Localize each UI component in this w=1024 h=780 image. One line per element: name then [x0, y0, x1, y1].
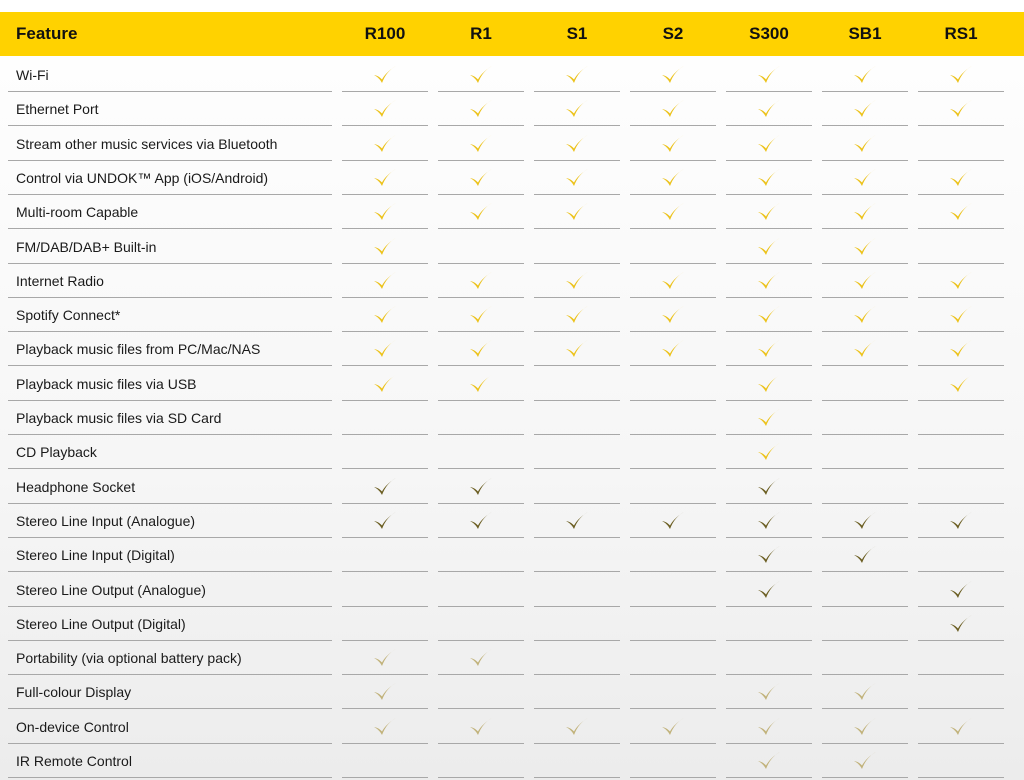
- check-icon: [721, 336, 817, 362]
- check-icon: [721, 542, 817, 568]
- check-icon: [721, 371, 817, 397]
- check-icon: [529, 302, 625, 328]
- check-icon: [625, 96, 721, 122]
- table-row: [0, 641, 1024, 675]
- check-icon: [913, 199, 1009, 225]
- cell-divider: [342, 777, 428, 778]
- row-label: Playback music files from PC/Mac/NAS: [16, 341, 261, 358]
- check-icon: [817, 508, 913, 534]
- check-icon: [625, 714, 721, 740]
- check-icon: [721, 96, 817, 122]
- row-label: Full-colour Display: [16, 684, 132, 701]
- check-icon: [817, 131, 913, 157]
- check-icon: [625, 508, 721, 534]
- check-icon: [433, 508, 529, 534]
- check-icon: [529, 96, 625, 122]
- check-icon: [721, 679, 817, 705]
- check-icon: [337, 679, 433, 705]
- check-icon: [625, 302, 721, 328]
- row-label: Multi-room Capable: [16, 204, 139, 221]
- check-icon: [337, 165, 433, 191]
- row-label: Stereo Line Input (Digital): [16, 547, 175, 564]
- check-icon: [433, 96, 529, 122]
- feature-column-header: Feature: [16, 24, 78, 43]
- check-icon: [913, 302, 1009, 328]
- check-icon: [433, 474, 529, 500]
- table-row: [0, 230, 1024, 264]
- check-icon: [529, 268, 625, 294]
- table-row: [0, 367, 1024, 401]
- row-label: Stereo Line Input (Analogue): [16, 512, 196, 529]
- row-label: Portability (via optional battery pack): [16, 650, 242, 667]
- row-divider: [8, 777, 332, 778]
- check-icon: [529, 508, 625, 534]
- check-icon: [625, 199, 721, 225]
- table-row: [0, 573, 1024, 607]
- column-header-sb1: SB1: [848, 24, 882, 43]
- check-icon: [529, 62, 625, 88]
- cell-divider: [534, 777, 620, 778]
- check-icon: [721, 714, 817, 740]
- table-row: [0, 58, 1024, 92]
- check-icon: [337, 371, 433, 397]
- check-icon: [337, 645, 433, 671]
- check-icon: [817, 199, 913, 225]
- row-label: Playback music files via SD Card: [16, 410, 222, 426]
- check-icon: [721, 748, 817, 774]
- table-row: [0, 127, 1024, 161]
- check-icon: [721, 302, 817, 328]
- check-icon: [433, 302, 529, 328]
- check-icon: [529, 336, 625, 362]
- check-icon: [337, 96, 433, 122]
- column-header-s300: S300: [749, 24, 789, 43]
- check-icon: [721, 577, 817, 603]
- check-icon: [721, 508, 817, 534]
- check-icon: [433, 131, 529, 157]
- check-icon: [721, 234, 817, 260]
- table-row: [0, 195, 1024, 229]
- check-icon: [625, 165, 721, 191]
- table-row: [0, 538, 1024, 572]
- row-label: On-device Control: [16, 718, 129, 735]
- check-icon: [913, 336, 1009, 362]
- table-row: [0, 435, 1024, 469]
- check-icon: [913, 371, 1009, 397]
- table-row: [0, 470, 1024, 504]
- table-row: [0, 92, 1024, 126]
- check-icon: [433, 268, 529, 294]
- check-icon: [817, 748, 913, 774]
- check-icon: [913, 96, 1009, 122]
- table-row: [0, 298, 1024, 332]
- check-icon: [433, 645, 529, 671]
- check-icon: [337, 714, 433, 740]
- column-header-s2: S2: [662, 24, 684, 43]
- check-icon: [913, 611, 1009, 637]
- check-icon: [625, 131, 721, 157]
- table-row: [0, 710, 1024, 744]
- check-icon: [625, 62, 721, 88]
- check-icon: [913, 62, 1009, 88]
- check-icon: [721, 165, 817, 191]
- check-icon: [337, 268, 433, 294]
- check-icon: [337, 302, 433, 328]
- row-label: Stereo Line Output (Analogue): [16, 581, 206, 598]
- check-icon: [337, 62, 433, 88]
- row-label: Stream other music services via Bluetooth: [16, 135, 278, 152]
- check-icon: [913, 714, 1009, 740]
- check-icon: [433, 336, 529, 362]
- check-icon: [817, 234, 913, 260]
- check-icon: [913, 165, 1009, 191]
- check-icon: [817, 542, 913, 568]
- check-icon: [721, 62, 817, 88]
- check-icon: [817, 302, 913, 328]
- check-icon: [913, 577, 1009, 603]
- check-icon: [721, 439, 817, 465]
- check-icon: [721, 405, 817, 431]
- table-row: [0, 401, 1024, 435]
- row-label: IR Remote Control: [16, 753, 132, 769]
- cell-divider: [822, 777, 908, 778]
- check-icon: [913, 508, 1009, 534]
- check-icon: [433, 165, 529, 191]
- check-icon: [817, 268, 913, 294]
- check-icon: [433, 714, 529, 740]
- row-label: Stereo Line Output (Digital): [16, 615, 186, 632]
- check-icon: [817, 336, 913, 362]
- check-icon: [337, 508, 433, 534]
- check-icon: [433, 199, 529, 225]
- row-label: Internet Radio: [16, 272, 104, 289]
- table-row: [0, 264, 1024, 298]
- table-row: [0, 332, 1024, 366]
- column-header-rs1: RS1: [944, 24, 978, 43]
- table-row: [0, 675, 1024, 709]
- cell-divider: [630, 777, 716, 778]
- row-label: Control via UNDOK™ App (iOS/Android): [16, 169, 269, 186]
- check-icon: [529, 199, 625, 225]
- cell-divider: [918, 777, 1004, 778]
- check-icon: [529, 714, 625, 740]
- table-row: [0, 744, 1024, 778]
- check-icon: [433, 371, 529, 397]
- check-icon: [625, 336, 721, 362]
- check-icon: [529, 165, 625, 191]
- row-label: Spotify Connect*: [16, 307, 121, 324]
- check-icon: [817, 679, 913, 705]
- check-icon: [721, 131, 817, 157]
- check-icon: [337, 199, 433, 225]
- check-icon: [817, 165, 913, 191]
- column-header-r100: R100: [364, 24, 406, 43]
- check-icon: [817, 96, 913, 122]
- check-icon: [817, 714, 913, 740]
- check-icon: [817, 62, 913, 88]
- cell-divider: [438, 777, 524, 778]
- check-icon: [625, 268, 721, 294]
- table-row: [0, 504, 1024, 538]
- check-icon: [721, 268, 817, 294]
- cell-divider: [726, 777, 812, 778]
- check-icon: [433, 62, 529, 88]
- table-header: [0, 12, 1024, 56]
- check-icon: [721, 474, 817, 500]
- check-icon: [337, 131, 433, 157]
- row-label: CD Playback: [16, 444, 97, 461]
- check-icon: [721, 199, 817, 225]
- table-row: [0, 161, 1024, 195]
- row-label: Wi-Fi: [16, 67, 49, 83]
- row-label: Playback music files via USB: [16, 375, 197, 392]
- check-icon: [337, 474, 433, 500]
- row-label: Ethernet Port: [16, 101, 99, 118]
- check-icon: [529, 131, 625, 157]
- check-icon: [913, 268, 1009, 294]
- row-label: FM/DAB/DAB+ Built-in: [16, 238, 157, 255]
- row-label: Headphone Socket: [16, 478, 136, 495]
- column-header-s1: S1: [566, 24, 588, 43]
- check-icon: [337, 336, 433, 362]
- table-row: [0, 607, 1024, 641]
- check-icon: [337, 234, 433, 260]
- column-header-r1: R1: [470, 24, 492, 43]
